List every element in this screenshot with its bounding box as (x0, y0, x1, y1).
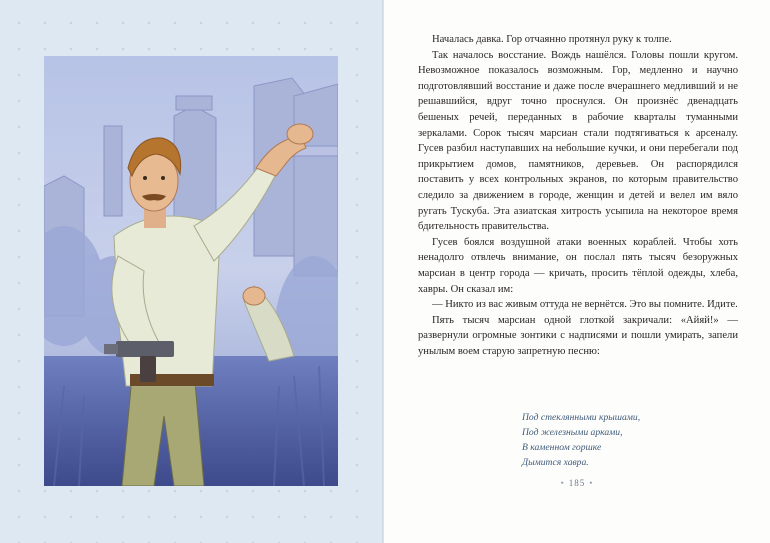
left-page (0, 0, 383, 543)
paragraph: Пять тысяч марсиан одной глоткой закричали: «Айяй!» — развернули огромные зонтики с надписями и пошли умирать, запели унылым воем старую запретную песню: (418, 314, 738, 357)
body-text (418, 32, 738, 359)
illustration-man-with-pistol (44, 56, 338, 486)
ornament-dot-left: • (560, 478, 565, 488)
poem-line: Под железными арками, (522, 427, 623, 438)
paragraph: Гусев боялся воздушной атаки военных кораблей. Чтобы хоть ненадолго отвлечь внимание, он послал пять тысяч безоружных марсиан в центр города — кричать, просить тёплой одежды, хлеба, хавры. Он сказал им: (418, 236, 738, 295)
poem-line: Дымится хавра. (522, 457, 589, 468)
right-page (384, 0, 770, 543)
paragraph: Так началось восстание. Вождь нашёлся. Головы пошли кругом. Невозможное показалось возможным. Гор, медленно и научно подготовлявший восстание и даже после вчерашнего медливший и не решавшийся, вдруг точно проснулся. Он произнёс двенадцать бешеных речей, переданных в рабочие кварталы туманными зеркалами. Сорок тысяч марсиан стали подтягиваться к арсеналу. Гусев разбил наступавших на небольшие кучки, и они перебегали под прикрытием домов, памятников, деревьев. Он распорядился поставить у всех контрольных экранов, по которым правительство следило за движением в городе, женщин и детей и велел им вяло ругать Тускуба. Эта азиатская хитрость усыпила на некоторое время бдительность правительства. (418, 49, 738, 233)
page-number-value: 185 (568, 478, 586, 488)
paragraph: Началась давка. Гор отчаянно протянул руку к толпе. (432, 34, 672, 45)
poem-line: В каменном горшке (522, 442, 602, 453)
paragraph: — Никто из вас живым оттуда не вернётся. Это вы помните. Идите. (432, 299, 738, 311)
poem-line: Под стеклянными крышами, (522, 412, 641, 423)
ornament-dot-right: • (589, 478, 594, 488)
page-number (384, 478, 770, 488)
poem-verse (522, 410, 640, 470)
